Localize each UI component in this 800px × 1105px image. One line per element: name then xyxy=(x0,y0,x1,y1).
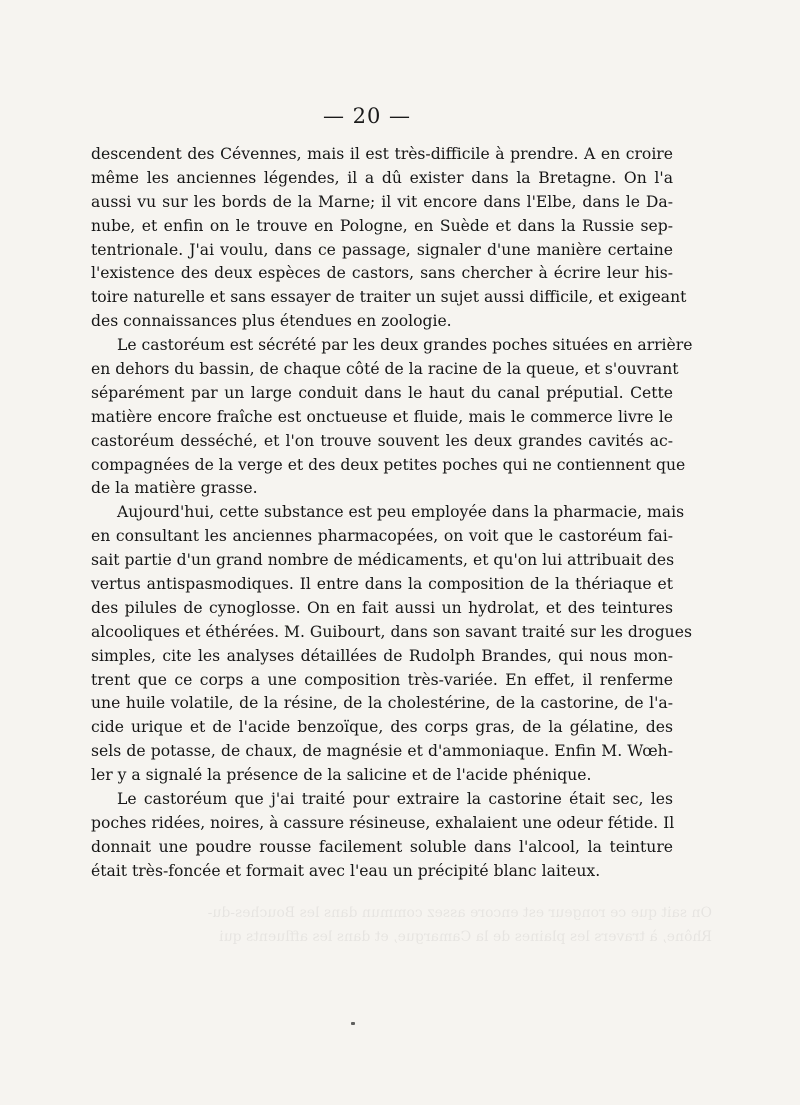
bleedthrough-text: Rhône, à travers les plaines de la Camargue, et dans les affluents qui xyxy=(219,929,712,945)
ink-speck xyxy=(351,1022,355,1025)
text-line: castoréum desséché, et l'on trouve souvent les deux grandes cavités ac- xyxy=(91,431,673,450)
text-line: matière encore fraîche est onctueuse et fluide, mais le commerce livre le xyxy=(91,407,673,426)
text-line: en consultant les anciennes pharmacopées, on voit que le castoréum fai- xyxy=(91,527,673,546)
text-line: poches ridées, noires, à cassure résineuse, exhalaient une odeur fétide. Il xyxy=(91,813,675,832)
text-line: cide urique et de l'acide benzoïque, des corps gras, de la gélatine, des xyxy=(91,718,673,737)
paragraph-start-line: Le castoréum est sécrété par les deux grandes poches situées en arrière xyxy=(117,336,693,355)
text-line: vertus antispasmodiques. Il entre dans la composition de la thériaque et xyxy=(91,575,673,594)
text-line: aussi vu sur les bords de la Marne; il vit encore dans l'Elbe, dans le Da- xyxy=(91,192,673,211)
text-line: alcooliques et éthérées. M. Guibourt, dans son savant traité sur les drogues xyxy=(91,622,692,641)
text-line: de la matière grasse. xyxy=(91,479,258,498)
text-line: simples, cite les analyses détaillées de Rudolph Brandes, qui nous mon- xyxy=(91,646,673,665)
text-line: toire naturelle et sans essayer de traiter un sujet aussi difficile, et exigeant xyxy=(91,288,687,307)
text-line: même les anciennes légendes, il a dû exister dans la Bretagne. On l'a xyxy=(91,168,673,187)
paragraph-start-line: Le castoréum que j'ai traité pour extraire la castorine était sec, les xyxy=(117,790,673,809)
text-line: sels de potasse, de chaux, de magnésie et d'ammoniaque. Enfin M. Wœh- xyxy=(91,742,673,761)
page-number: — 20 — xyxy=(322,104,412,128)
text-line: était très-foncée et formait avec l'eau un précipité blanc laiteux. xyxy=(91,861,601,880)
text-line: donnait une poudre rousse facilement soluble dans l'alcool, la teinture xyxy=(91,837,673,856)
bleedthrough-text: On sait que ce rongeur est encore assez commun dans les Bouches-du- xyxy=(207,905,712,921)
text-line: une huile volatile, de la résine, de la cholestérine, de la castorine, de l'a- xyxy=(91,694,673,713)
text-line: sait partie d'un grand nombre de médicaments, et qu'on lui attribuait des xyxy=(91,551,675,570)
text-line: compagnées de la verge et des deux petites poches qui ne contiennent que xyxy=(91,455,686,474)
text-line: en dehors du bassin, de chaque côté de la racine de la queue, et s'ouvrant xyxy=(91,360,679,379)
body-text xyxy=(91,143,693,884)
paragraph-start-line: Aujourd'hui, cette substance est peu employée dans la pharmacie, mais xyxy=(117,503,685,522)
text-line: séparément par un large conduit dans le haut du canal préputial. Cette xyxy=(91,383,673,402)
text-line: trent que ce corps a une composition très-variée. En effet, il renferme xyxy=(91,670,673,689)
text-line: des connaissances plus étendues en zoologie. xyxy=(91,312,452,331)
text-line: tentrionale. J'ai voulu, dans ce passage, signaler d'une manière certaine xyxy=(91,240,673,259)
text-line: des pilules de cynoglosse. On en fait aussi un hydrolat, et des teintures xyxy=(91,598,673,617)
text-line: l'existence des deux espèces de castors, sans chercher à écrire leur his- xyxy=(91,264,673,283)
text-line: ler y a signalé la présence de la salicine et de l'acide phénique. xyxy=(91,766,592,785)
text-line: descendent des Cévennes, mais il est très-difficile à prendre. A en croire xyxy=(91,145,673,163)
text-line: nube, et enfin on le trouve en Pologne, en Suède et dans la Russie sep- xyxy=(91,216,673,235)
